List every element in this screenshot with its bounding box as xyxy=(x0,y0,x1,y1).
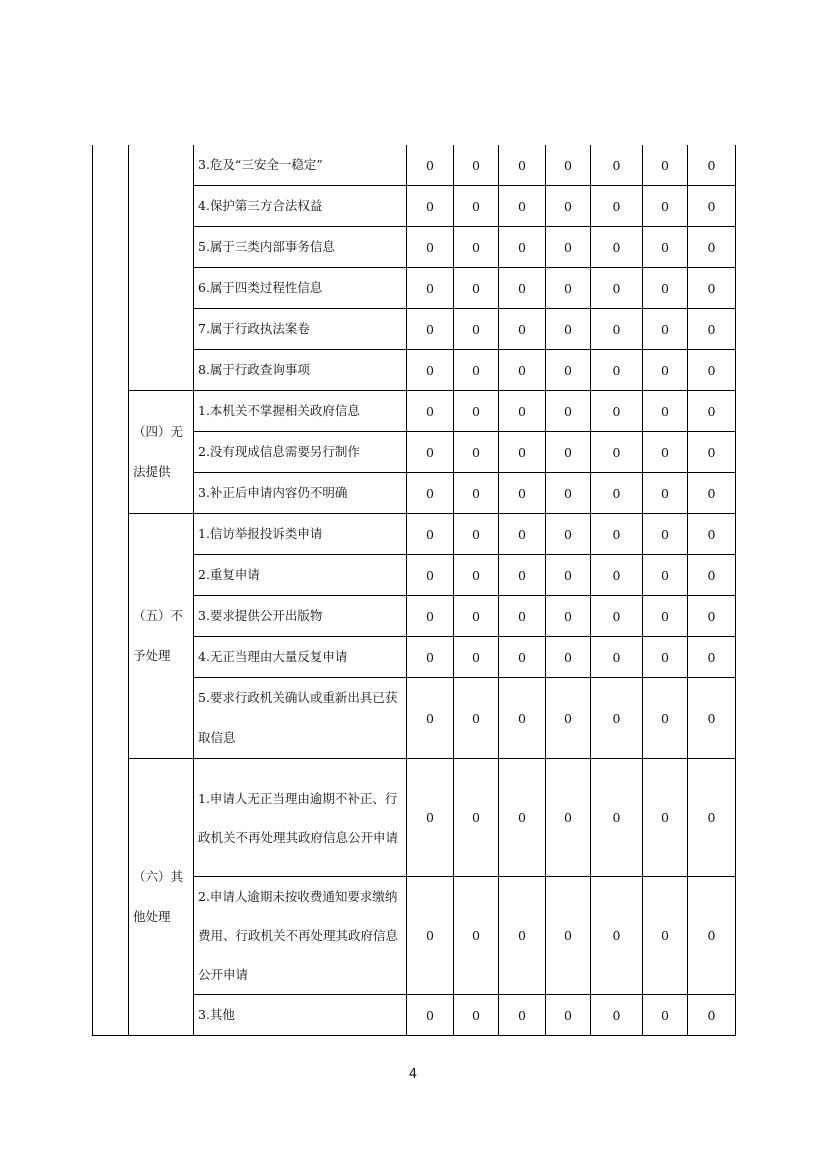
value-cell: 0 xyxy=(407,555,454,596)
value-cell: 0 xyxy=(546,555,591,596)
value-cell: 0 xyxy=(407,877,454,995)
value-cell: 0 xyxy=(688,678,736,759)
value-cell: 0 xyxy=(407,145,454,186)
item-label: 1.申请人无正当理由逾期不补正、行政机关不再处理其政府信息公开申请 xyxy=(194,759,407,877)
value-cell: 0 xyxy=(591,186,643,227)
item-label: 3.其他 xyxy=(194,995,407,1036)
value-cell: 0 xyxy=(407,514,454,555)
value-cell: 0 xyxy=(454,555,499,596)
value-cell: 0 xyxy=(688,186,736,227)
group-label: （五）不予处理 xyxy=(129,514,194,759)
table-body xyxy=(93,145,736,1036)
value-cell: 0 xyxy=(499,637,546,678)
value-cell: 0 xyxy=(546,391,591,432)
value-cell: 0 xyxy=(407,432,454,473)
value-cell: 0 xyxy=(643,514,688,555)
value-cell: 0 xyxy=(591,350,643,391)
value-cell: 0 xyxy=(643,596,688,637)
value-cell: 0 xyxy=(591,759,643,877)
value-cell: 0 xyxy=(688,759,736,877)
value-cell: 0 xyxy=(546,227,591,268)
value-cell: 0 xyxy=(546,678,591,759)
value-cell: 0 xyxy=(407,268,454,309)
value-cell: 0 xyxy=(499,186,546,227)
statistics-table xyxy=(92,145,736,1036)
value-cell: 0 xyxy=(591,473,643,514)
value-cell: 0 xyxy=(499,555,546,596)
value-cell: 0 xyxy=(407,350,454,391)
value-cell: 0 xyxy=(499,432,546,473)
value-cell: 0 xyxy=(454,473,499,514)
value-cell: 0 xyxy=(454,227,499,268)
item-label: 6.属于四类过程性信息 xyxy=(194,268,407,309)
value-cell: 0 xyxy=(407,473,454,514)
item-label: 8.属于行政查询事项 xyxy=(194,350,407,391)
value-cell: 0 xyxy=(407,678,454,759)
value-cell: 0 xyxy=(407,391,454,432)
value-cell: 0 xyxy=(407,227,454,268)
value-cell: 0 xyxy=(546,995,591,1036)
value-cell: 0 xyxy=(499,350,546,391)
item-label: 5.属于三类内部事务信息 xyxy=(194,227,407,268)
value-cell: 0 xyxy=(454,145,499,186)
value-cell: 0 xyxy=(454,514,499,555)
value-cell: 0 xyxy=(407,759,454,877)
value-cell: 0 xyxy=(499,877,546,995)
value-cell: 0 xyxy=(591,514,643,555)
table-row xyxy=(93,759,736,877)
value-cell: 0 xyxy=(546,473,591,514)
value-cell: 0 xyxy=(546,596,591,637)
table-row xyxy=(93,514,736,555)
group-label: （四）无法提供 xyxy=(129,391,194,514)
value-cell: 0 xyxy=(454,309,499,350)
value-cell: 0 xyxy=(499,473,546,514)
value-cell: 0 xyxy=(454,186,499,227)
value-cell: 0 xyxy=(454,637,499,678)
value-cell: 0 xyxy=(454,350,499,391)
value-cell: 0 xyxy=(454,678,499,759)
value-cell: 0 xyxy=(499,759,546,877)
group-label xyxy=(129,145,194,391)
value-cell: 0 xyxy=(643,186,688,227)
group-label: （六）其他处理 xyxy=(129,759,194,1036)
value-cell: 0 xyxy=(499,309,546,350)
table-row xyxy=(93,391,736,432)
value-cell: 0 xyxy=(643,309,688,350)
value-cell: 0 xyxy=(591,309,643,350)
value-cell: 0 xyxy=(546,186,591,227)
value-cell: 0 xyxy=(591,268,643,309)
value-cell: 0 xyxy=(407,995,454,1036)
value-cell: 0 xyxy=(591,555,643,596)
value-cell: 0 xyxy=(454,596,499,637)
value-cell: 0 xyxy=(643,473,688,514)
value-cell: 0 xyxy=(499,596,546,637)
item-label: 7.属于行政执法案卷 xyxy=(194,309,407,350)
value-cell: 0 xyxy=(688,145,736,186)
value-cell: 0 xyxy=(591,391,643,432)
value-cell: 0 xyxy=(688,877,736,995)
page-number: 4 xyxy=(408,1067,418,1082)
value-cell: 0 xyxy=(546,309,591,350)
value-cell: 0 xyxy=(499,391,546,432)
value-cell: 0 xyxy=(688,268,736,309)
value-cell: 0 xyxy=(643,678,688,759)
value-cell: 0 xyxy=(688,227,736,268)
value-cell: 0 xyxy=(643,227,688,268)
item-label: 3.危及“三安全一稳定” xyxy=(194,145,407,186)
value-cell: 0 xyxy=(546,877,591,995)
item-label: 5.要求行政机关确认或重新出具已获取信息 xyxy=(194,678,407,759)
item-label: 2.申请人逾期未按收费通知要求缴纳费用、行政机关不再处理其政府信息公开申请 xyxy=(194,877,407,995)
value-cell: 0 xyxy=(454,995,499,1036)
value-cell: 0 xyxy=(688,555,736,596)
value-cell: 0 xyxy=(591,637,643,678)
value-cell: 0 xyxy=(688,514,736,555)
value-cell: 0 xyxy=(688,995,736,1036)
value-cell: 0 xyxy=(546,514,591,555)
value-cell: 0 xyxy=(643,555,688,596)
item-label: 3.补正后申请内容仍不明确 xyxy=(194,473,407,514)
item-label: 2.重复申请 xyxy=(194,555,407,596)
value-cell: 0 xyxy=(546,350,591,391)
item-label: 4.无正当理由大量反复申请 xyxy=(194,637,407,678)
value-cell: 0 xyxy=(643,759,688,877)
outer-category-cell xyxy=(93,145,129,1036)
value-cell: 0 xyxy=(546,759,591,877)
value-cell: 0 xyxy=(454,391,499,432)
value-cell: 0 xyxy=(643,268,688,309)
value-cell: 0 xyxy=(643,637,688,678)
value-cell: 0 xyxy=(591,432,643,473)
value-cell: 0 xyxy=(591,678,643,759)
value-cell: 0 xyxy=(499,678,546,759)
item-label: 2.没有现成信息需要另行制作 xyxy=(194,432,407,473)
value-cell: 0 xyxy=(499,995,546,1036)
value-cell: 0 xyxy=(499,268,546,309)
value-cell: 0 xyxy=(407,186,454,227)
value-cell: 0 xyxy=(688,309,736,350)
value-cell: 0 xyxy=(688,350,736,391)
value-cell: 0 xyxy=(643,391,688,432)
value-cell: 0 xyxy=(407,637,454,678)
value-cell: 0 xyxy=(643,877,688,995)
item-label: 4.保护第三方合法权益 xyxy=(194,186,407,227)
item-label: 1.信访举报投诉类申请 xyxy=(194,514,407,555)
value-cell: 0 xyxy=(688,637,736,678)
value-cell: 0 xyxy=(454,432,499,473)
item-label: 1.本机关不掌握相关政府信息 xyxy=(194,391,407,432)
value-cell: 0 xyxy=(688,432,736,473)
value-cell: 0 xyxy=(688,596,736,637)
item-label: 3.要求提供公开出版物 xyxy=(194,596,407,637)
value-cell: 0 xyxy=(591,995,643,1036)
value-cell: 0 xyxy=(591,145,643,186)
value-cell: 0 xyxy=(643,995,688,1036)
value-cell: 0 xyxy=(643,432,688,473)
value-cell: 0 xyxy=(407,596,454,637)
value-cell: 0 xyxy=(643,145,688,186)
value-cell: 0 xyxy=(643,350,688,391)
value-cell: 0 xyxy=(454,759,499,877)
value-cell: 0 xyxy=(546,145,591,186)
value-cell: 0 xyxy=(546,637,591,678)
table-row xyxy=(93,145,736,186)
value-cell: 0 xyxy=(546,268,591,309)
value-cell: 0 xyxy=(454,268,499,309)
value-cell: 0 xyxy=(688,391,736,432)
value-cell: 0 xyxy=(499,227,546,268)
value-cell: 0 xyxy=(407,309,454,350)
value-cell: 0 xyxy=(454,877,499,995)
value-cell: 0 xyxy=(591,596,643,637)
value-cell: 0 xyxy=(688,473,736,514)
value-cell: 0 xyxy=(499,145,546,186)
value-cell: 0 xyxy=(591,877,643,995)
value-cell: 0 xyxy=(546,432,591,473)
value-cell: 0 xyxy=(591,227,643,268)
value-cell: 0 xyxy=(499,514,546,555)
